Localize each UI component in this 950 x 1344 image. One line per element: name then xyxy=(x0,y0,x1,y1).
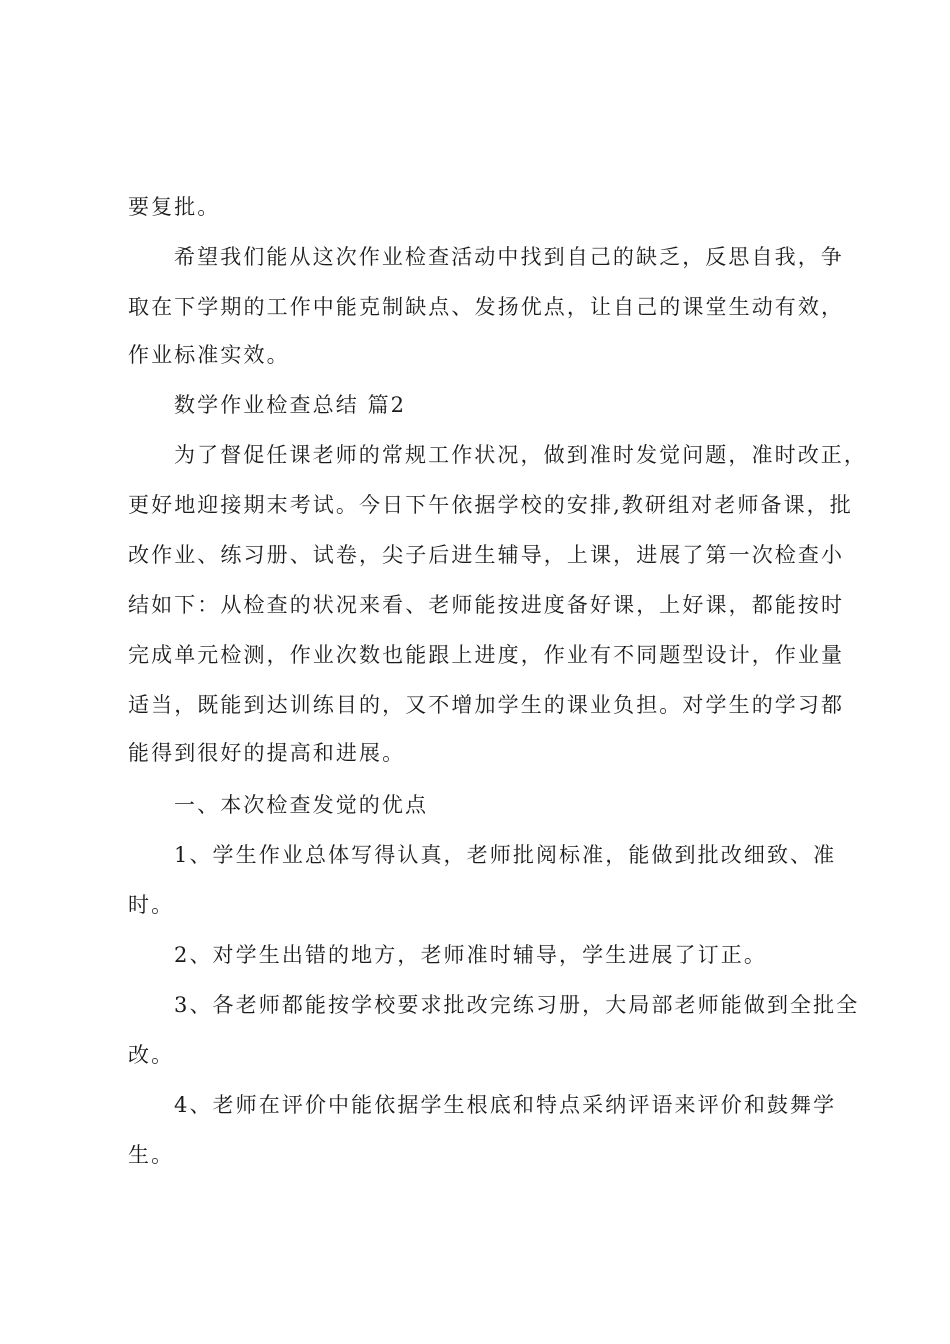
list-item-line: 2、对学生出错的地方，老师准时辅导，学生进展了订正。 xyxy=(174,943,767,967)
section-heading: 数学作业检查总结 篇2 xyxy=(174,393,407,417)
paragraph-line: 结如下：从检查的状况来看、老师能按进度备好课，上好课，都能按时 xyxy=(128,593,845,617)
paragraph-line: 能得到很好的提高和进展。 xyxy=(128,741,406,765)
list-item-line: 生。 xyxy=(128,1143,175,1167)
paragraph-line: 希望我们能从这次作业检查活动中找到自己的缺乏，反思自我，争 xyxy=(174,245,844,269)
paragraph-line: 要复批。 xyxy=(128,195,221,219)
section-heading: 一、本次检查发觉的优点 xyxy=(174,793,429,817)
paragraph-line: 改作业、练习册、试卷，尖子后进生辅导，上课，进展了第一次检查小 xyxy=(128,543,845,567)
paragraph-line: 更好地迎接期末考试。今日下午依据学校的安排,教研组对老师备课，批 xyxy=(128,493,853,517)
paragraph-line: 为了督促任课老师的常规工作状况，做到准时发觉问题，准时改正， xyxy=(174,443,867,467)
paragraph-line: 取在下学期的工作中能克制缺点、发扬优点，让自己的课堂生动有效， xyxy=(128,295,845,319)
paragraph-line: 作业标准实效。 xyxy=(128,343,290,367)
paragraph-line: 适当，既能到达训练目的，又不增加学生的课业负担。对学生的学习都 xyxy=(128,693,845,717)
list-item-line: 4、老师在评价中能依据学生根底和特点采纳评语来评价和鼓舞学 xyxy=(174,1093,837,1117)
list-item-line: 1、学生作业总体写得认真，老师批阅标准，能做到批改细致、准 xyxy=(174,843,837,867)
list-item-line: 改。 xyxy=(128,1043,175,1067)
list-item-line: 3、各老师都能按学校要求批改完练习册，大局部老师能做到全批全 xyxy=(174,993,860,1017)
list-item-line: 时。 xyxy=(128,893,175,917)
paragraph-line: 完成单元检测，作业次数也能跟上进度，作业有不同题型设计，作业量 xyxy=(128,643,845,667)
